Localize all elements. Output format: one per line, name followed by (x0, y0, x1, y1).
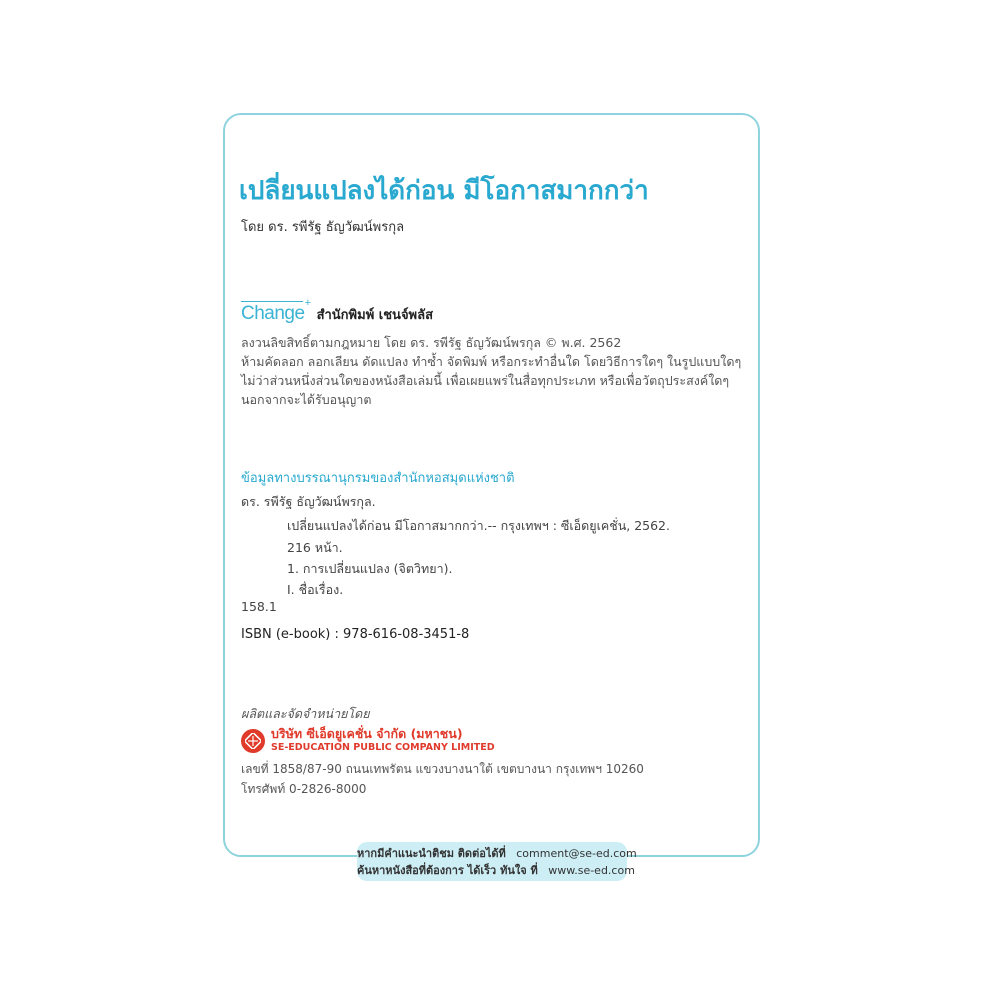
catalog-subject: 1. การเปลี่ยนแปลง (จิตวิทยา). (287, 561, 453, 576)
logo-overline (241, 301, 303, 302)
search-contact-row (357, 862, 635, 879)
company-name-th: บริษัท ซีเอ็ดยูเคชั่น จำกัด (มหาชน) (271, 726, 463, 741)
catalog-heading: ข้อมูลทางบรรณานุกรมของสำนักหอสมุดแห่งชาติ (241, 471, 515, 486)
company-name-en: SE-EDUCATION PUBLIC COMPANY LIMITED (271, 742, 495, 753)
catalog-pages: 216 หน้า. (287, 540, 343, 555)
se-ed-names (271, 727, 495, 755)
copyright-line: ไม่ว่าส่วนหนึ่งส่วนใดของหนังสือเล่มนี้ เพื่อเผยแพร่ในสื่อทุกประเภท หรือเพื่อวัตถุประสงค์ใดๆ (241, 373, 730, 388)
phone-line: โทรศัพท์ 0-2826-8000 (241, 782, 367, 796)
copyright-line: ลงวนลิขสิทธิ์ตามกฎหมาย โดย ดร. รพีรัฐ ธัญวัฒน์พรกุล © พ.ศ. 2562 (241, 335, 622, 350)
catalog-title-line: เปลี่ยนแปลงได้ก่อน มีโอกาสมากกว่า.-- กรุงเทพฯ : ซีเอ็ดยูเคชั่น, 2562. (287, 518, 670, 533)
website-link[interactable]: www.se-ed.com (548, 864, 635, 877)
comment-label: หากมีคำแนะนำติชม ติดต่อได้ที่ (357, 847, 506, 860)
se-ed-logo (241, 727, 495, 755)
copyright-line: นอกจากจะได้รับอนุญาต (241, 392, 372, 407)
publisher-name: สำนักพิมพ์ เชนจ์พลัส (316, 307, 434, 323)
catalog-subject: I. ชื่อเรื่อง. (287, 582, 344, 597)
comment-contact-row (357, 845, 637, 862)
publisher-row (241, 297, 434, 326)
logo-text: Change (241, 303, 305, 324)
catalog-author: ดร. รพีรัฐ ธัญวัฒน์พรกุล. (241, 494, 376, 509)
copyright-line: ห้ามคัดลอก ลอกเลียน ดัดแปลง ทำซ้ำ จัดพิมพ์ หรือกระทำอื่นใด โดยวิธีการใดๆ ในรูปแบบใดๆ (241, 354, 742, 369)
book-title: เปลี่ยนแปลงได้ก่อน มีโอกาสมากกว่า (239, 176, 649, 206)
distribution-label: ผลิตและจัดจำหน่ายโดย (241, 706, 370, 721)
search-label: ค้นหาหนังสือที่ต้องการ ได้เร็ว ทันใจ ที่ (357, 864, 538, 877)
catalog-class-number: 158.1 (241, 599, 277, 614)
contact-box (357, 842, 637, 881)
company-address (241, 759, 644, 799)
logo-plus: + (304, 297, 311, 309)
address-line: เลขที่ 1858/87-90 ถนนเทพรัตน แขวงบางนาใต้ เขตบางนา กรุงเทพฯ 10260 (241, 762, 644, 776)
comment-email[interactable]: comment@se-ed.com (516, 847, 637, 860)
author-line: โดย ดร. รพีรัฐ ธัญวัฒน์พรกุล (241, 220, 405, 235)
copyright-notice (241, 333, 761, 409)
change-plus-logo (241, 297, 311, 325)
isbn: ISBN (e-book) : 978-616-08-3451-8 (241, 627, 470, 642)
se-ed-mark-icon (241, 729, 265, 753)
